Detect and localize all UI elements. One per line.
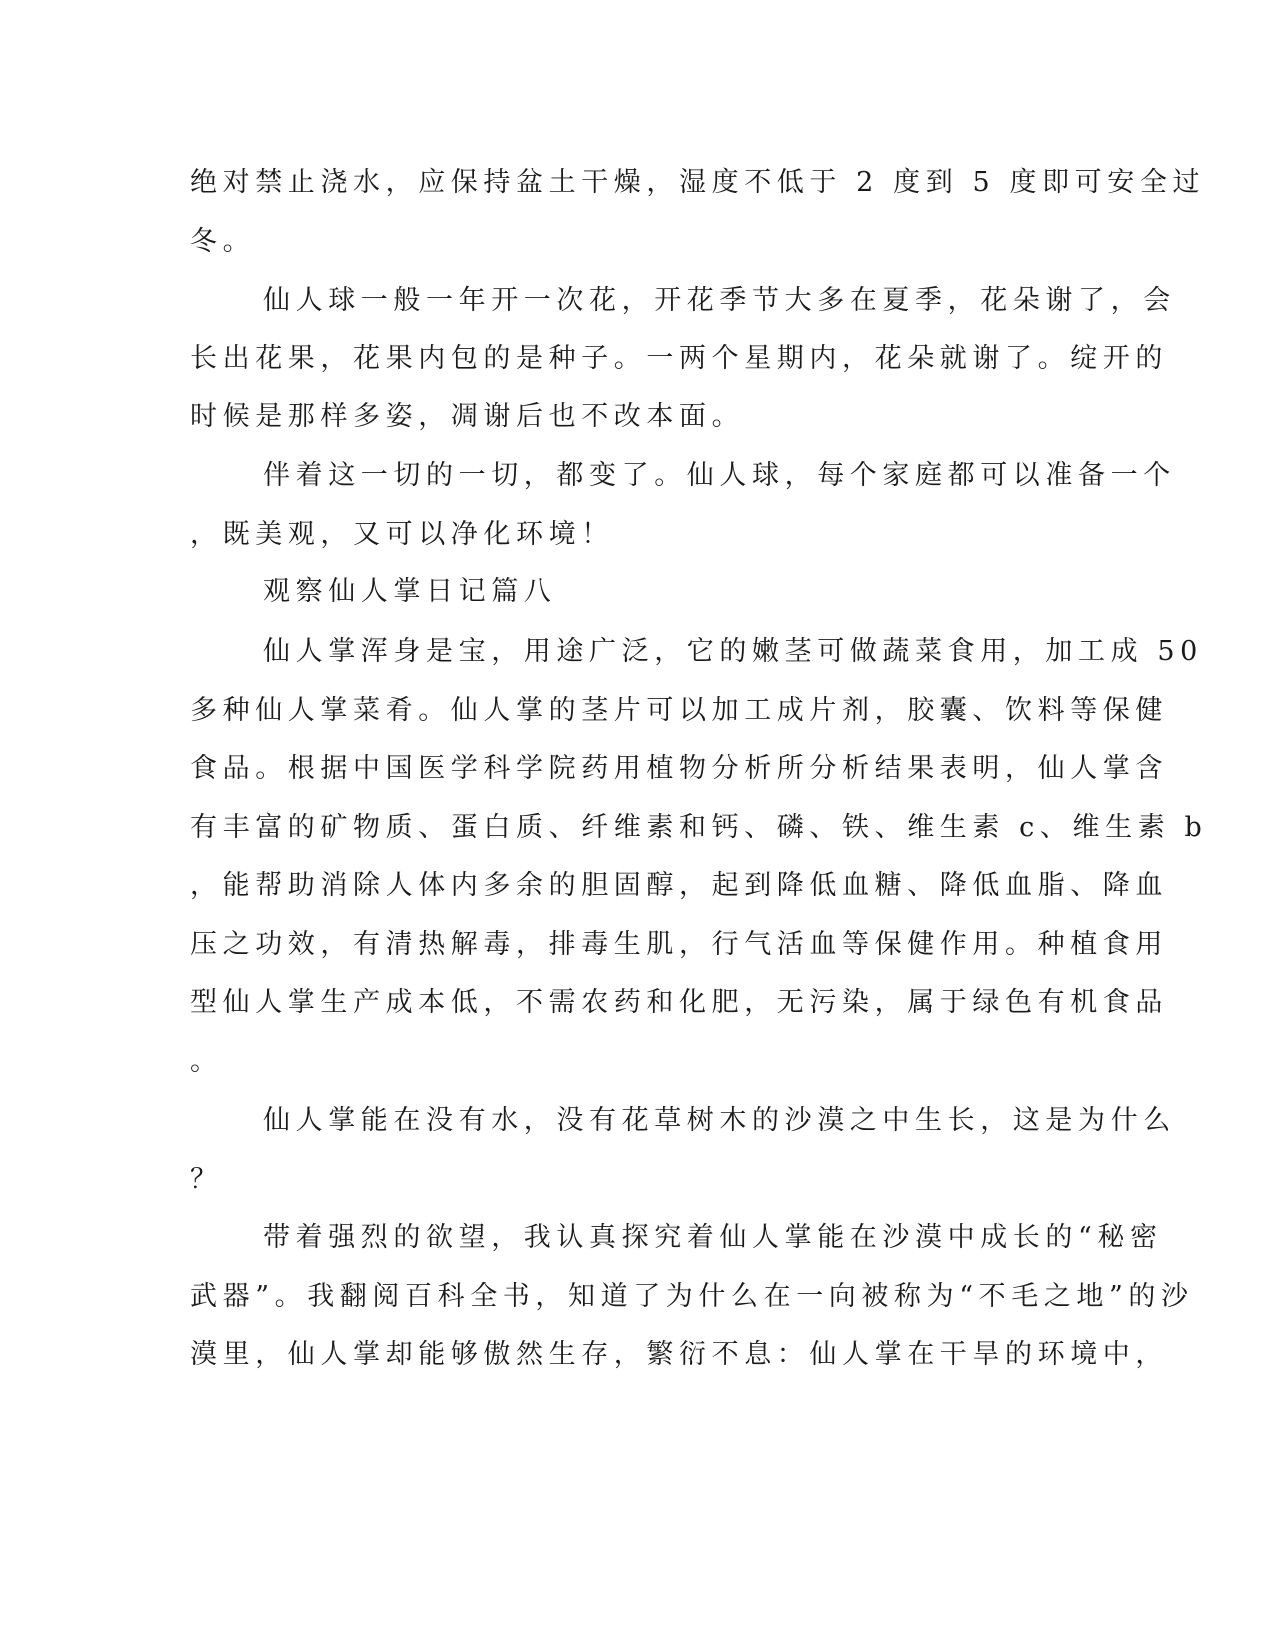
text-line: ？ xyxy=(190,1164,223,1195)
text-line: 。 xyxy=(190,1046,223,1077)
text-line: 冬。 xyxy=(190,226,256,257)
text-line: 压之功效，有清热解毒，排毒生肌，行气活血等保健作用。种植食用 xyxy=(190,929,1168,960)
text-line: 绝对禁止浇水，应保持盆土干燥，湿度不低于 2 度到 5 度即可安全过 xyxy=(190,167,1206,198)
text-line: 食品。根据中国医学科学院药用植物分析所分析结果表明，仙人掌含 xyxy=(190,753,1168,784)
text-line: 有丰富的矿物质、蛋白质、纤维素和钙、磷、铁、维生素 c、维生素 b xyxy=(190,812,1208,843)
text-line: 带着强烈的欲望，我认真探究着仙人掌能在沙漠中成长的“秘密 xyxy=(263,1222,1163,1253)
text-line: 时候是那样多姿，凋谢后也不改本面。 xyxy=(190,401,745,432)
section-heading: 观察仙人掌日记篇八 xyxy=(263,576,557,607)
text-line: 仙人掌浑身是宝，用途广泛，它的嫩茎可做蔬菜食用，加工成 50 xyxy=(263,636,1203,667)
text-line: 武器”。我翻阅百科全书，知道了为什么在一向被称为“不毛之地”的沙 xyxy=(190,1281,1194,1312)
text-line: 长出花果，花果内包的是种子。一两个星期内，花朵就谢了。绽开的 xyxy=(190,343,1168,374)
text-line: 仙人球一般一年开一次花，开花季节大多在夏季，花朵谢了，会 xyxy=(263,285,1176,316)
text-line: 漠里，仙人掌却能够傲然生存，繁衍不息：仙人掌在干旱的环境中， xyxy=(190,1339,1168,1370)
text-line: 多种仙人掌菜肴。仙人掌的茎片可以加工成片剂，胶囊、饮料等保健 xyxy=(190,695,1168,726)
text-line: 伴着这一切的一切，都变了。仙人球，每个家庭都可以准备一个 xyxy=(263,460,1176,491)
text-line: 仙人掌能在没有水，没有花草树木的沙漠之中生长，这是为什么 xyxy=(263,1105,1176,1136)
text-line: ，既美观，又可以净化环境！ xyxy=(190,519,614,550)
text-line: ，能帮助消除人体内多余的胆固醇，起到降低血糖、降低血脂、降血 xyxy=(190,870,1168,901)
text-line: 型仙人掌生产成本低，不需农药和化肥，无污染，属于绿色有机食品 xyxy=(190,987,1168,1018)
